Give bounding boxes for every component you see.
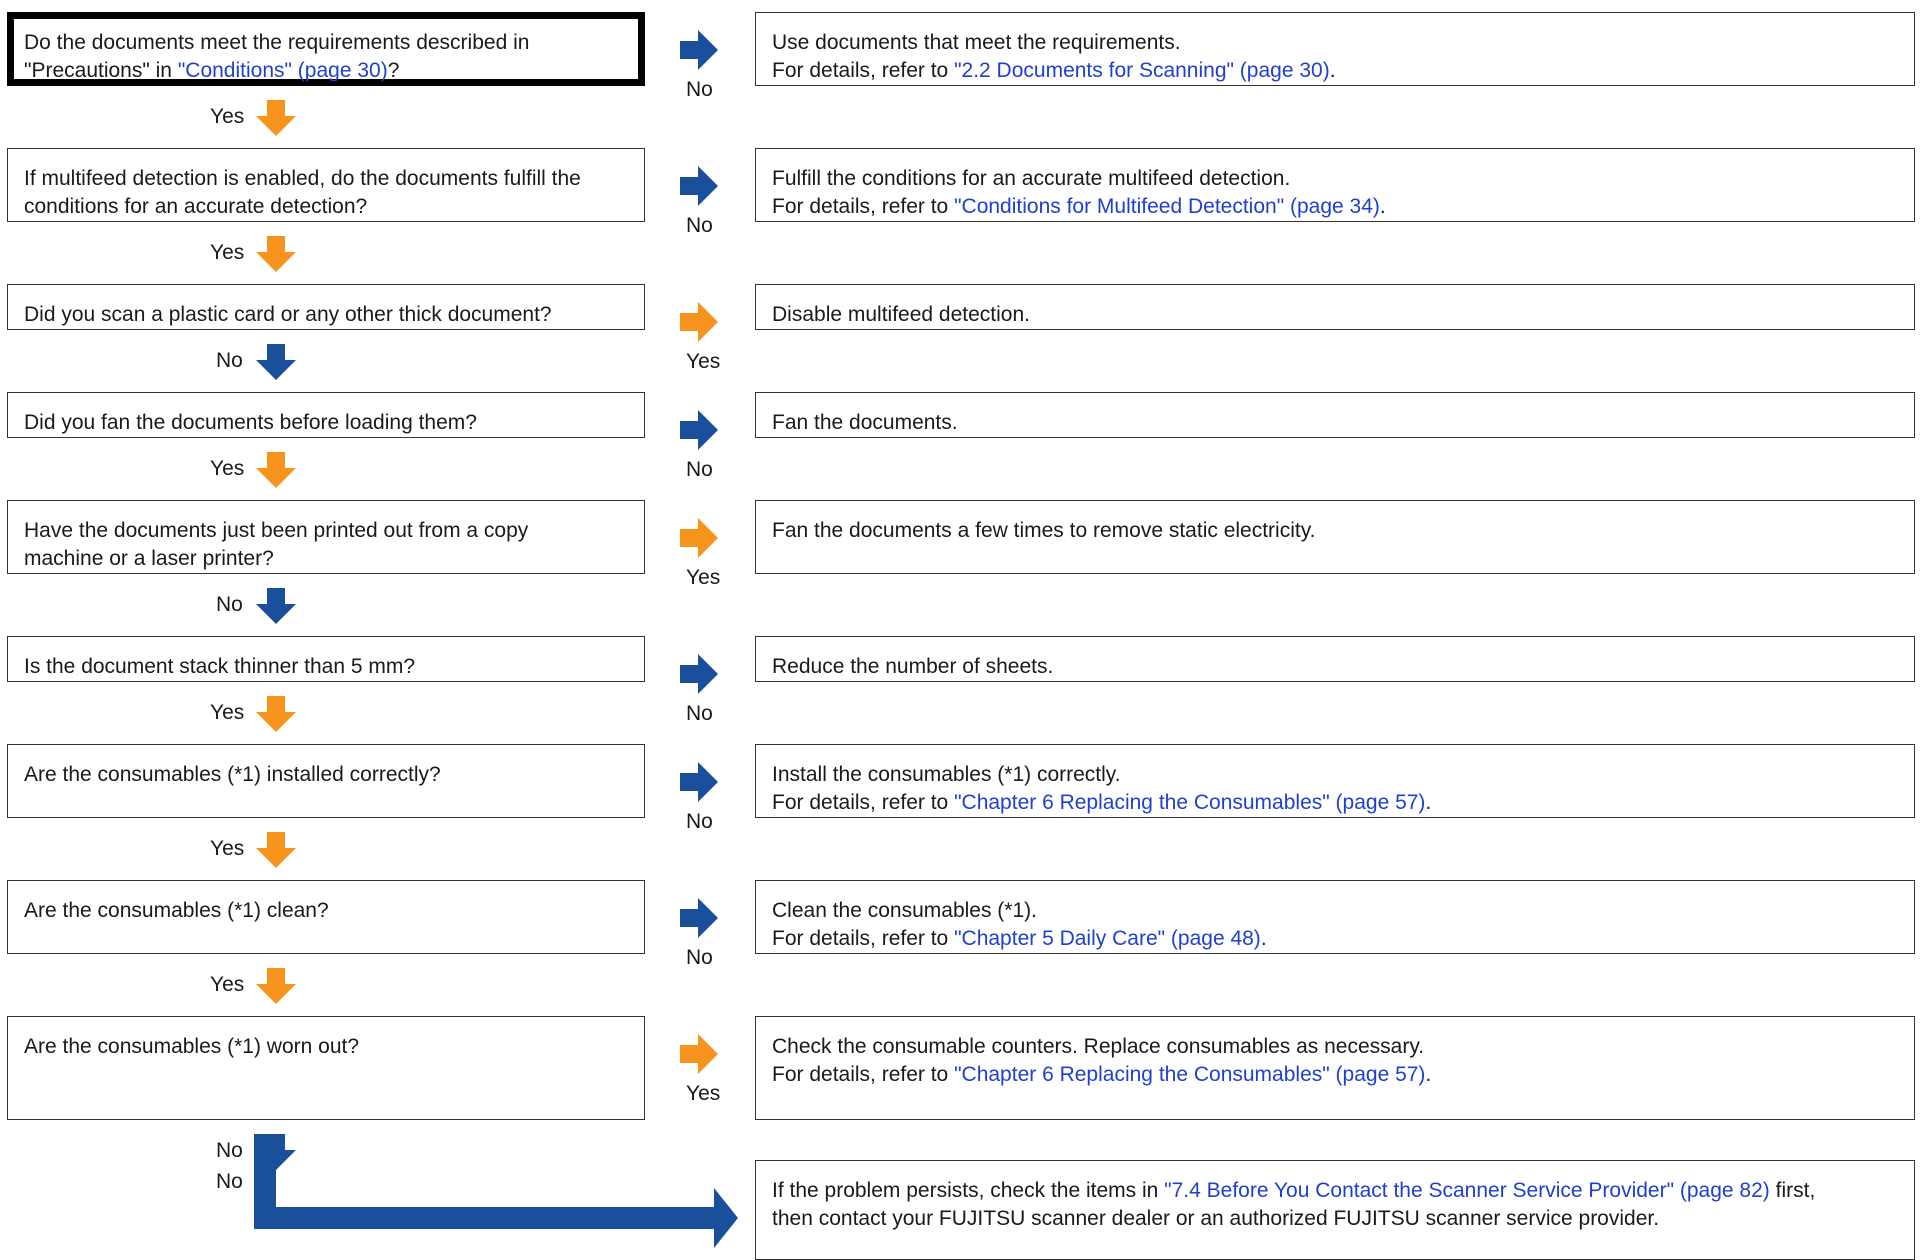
final-action-box [755,1160,1915,1260]
question-box [7,392,645,438]
text-segment: For details, refer to [772,1063,955,1086]
text-line [772,1177,1898,1205]
branch-label: No [216,349,243,372]
branch-label: No [686,702,713,725]
right-arrow-icon [680,302,718,342]
text-segment: Have the documents just been printed out from a copy [24,519,529,542]
text-line [772,57,1898,85]
text-segment: first, [1769,1179,1816,1202]
text-line [772,409,1898,437]
text-segment: Did you fan the documents before loading them? [24,411,477,434]
action-box [755,500,1915,574]
text-line [24,165,628,193]
reference-link[interactable]: "Conditions" (page 30) [177,59,388,82]
action-box [755,636,1915,682]
down-arrow-icon [256,236,296,272]
text-segment: Are the consumables (*1) installed correctly? [24,763,441,786]
branch-label: No [686,458,713,481]
text-line [24,409,628,437]
text-line [772,1205,1898,1233]
question-box [7,1016,645,1120]
branch-label: No [686,810,713,833]
action-box [755,148,1915,222]
text-line [24,57,628,85]
action-box [755,12,1915,86]
reference-link[interactable]: "Conditions for Multifeed Detection" (page 34) [954,195,1380,218]
question-box [7,148,645,222]
branch-label: Yes [686,1082,721,1105]
action-box [755,880,1915,954]
text-line [772,897,1898,925]
text-line [24,193,628,221]
branch-label: Yes [686,566,721,589]
text-segment: . [1425,1063,1432,1086]
text-segment: Is the document stack thinner than 5 mm? [24,655,416,678]
text-segment: . [1260,927,1267,950]
down-arrow-icon [256,452,296,488]
text-segment: Install the consumables (*1) correctly. [772,763,1121,786]
text-line [24,545,628,573]
text-line [24,517,628,545]
text-line [772,517,1898,545]
text-segment: conditions for an accurate detection? [24,195,368,218]
text-line [772,1033,1898,1061]
right-arrow-icon [680,410,718,450]
down-arrow-icon [256,968,296,1004]
text-segment: For details, refer to [772,791,955,814]
branch-label: No [216,1170,243,1193]
right-arrow-icon [680,30,718,70]
branch-label: Yes [210,457,245,480]
text-segment: Are the consumables (*1) clean? [24,899,329,922]
reference-link[interactable]: "2.2 Documents for Scanning" (page 30) [954,59,1330,82]
question-box [7,12,645,86]
text-segment: Fan the documents. [772,411,958,434]
right-arrow-icon [680,518,718,558]
branch-label: Yes [210,241,245,264]
branch-label: No [686,946,713,969]
text-segment: "Precautions" in [24,59,178,82]
reference-link[interactable]: "7.4 Before You Contact the Scanner Service Provider" (page 82) [1164,1179,1770,1202]
action-box [755,1016,1915,1120]
branch-label: Yes [210,701,245,724]
text-segment: For details, refer to [772,59,955,82]
text-line [24,29,628,57]
text-line [24,897,628,925]
down-arrow-icon [256,100,296,136]
text-line [772,653,1898,681]
text-segment: then contact your FUJITSU scanner dealer or an authorized FUJITSU scanner service provider. [772,1207,1660,1230]
branch-label: Yes [210,105,245,128]
text-segment: Use documents that meet the requirements. [772,31,1181,54]
action-box [755,284,1915,330]
text-segment: Clean the consumables (*1). [772,899,1037,922]
text-segment: Disable multifeed detection. [772,303,1030,326]
text-line [24,1033,628,1061]
text-line [772,925,1898,953]
branch-label: No [216,1139,243,1162]
text-segment: Do the documents meet the requirements described in [24,31,530,54]
down-arrow-icon [256,588,296,624]
right-arrow-icon [680,654,718,694]
down-arrow-icon [256,832,296,868]
branch-label: Yes [210,837,245,860]
text-segment: Are the consumables (*1) worn out? [24,1035,360,1058]
action-box [755,392,1915,438]
text-segment: Fulfill the conditions for an accurate multifeed detection. [772,167,1291,190]
action-box [755,744,1915,818]
text-segment: Check the consumable counters. Replace consumables as necessary. [772,1035,1425,1058]
branch-label: No [686,214,713,237]
text-line [24,301,628,329]
text-line [772,789,1898,817]
reference-link[interactable]: "Chapter 6 Replacing the Consumables" (page 57) [954,791,1426,814]
text-segment: If multifeed detection is enabled, do the documents fulfill the [24,167,581,190]
text-segment: machine or a laser printer? [24,547,274,570]
question-box [7,636,645,682]
branch-label: Yes [686,350,721,373]
text-segment: Fan the documents a few times to remove static electricity. [772,519,1316,542]
reference-link[interactable]: "Chapter 6 Replacing the Consumables" (page 57) [954,1063,1426,1086]
down-arrow-icon [256,344,296,380]
branch-label: No [216,593,243,616]
text-segment: . [1425,791,1432,814]
right-arrow-icon [680,762,718,802]
text-line [772,165,1898,193]
question-box [7,880,645,954]
question-box [7,500,645,574]
text-segment: Did you scan a plastic card or any other thick document? [24,303,552,326]
text-line [772,301,1898,329]
text-segment: For details, refer to [772,195,955,218]
text-line [772,761,1898,789]
text-segment: . [1329,59,1336,82]
right-arrow-icon [680,1034,718,1074]
down-arrow-icon [256,696,296,732]
text-segment: . [1379,195,1386,218]
text-line [772,29,1898,57]
text-line [772,1061,1898,1089]
elbow-arrow-icon [250,1134,750,1254]
text-segment: ? [387,59,400,82]
text-segment: For details, refer to [772,927,955,950]
text-segment: Reduce the number of sheets. [772,655,1054,678]
text-segment: If the problem persists, check the items in [772,1179,1165,1202]
right-arrow-icon [680,898,718,938]
branch-label: No [686,78,713,101]
right-arrow-icon [680,166,718,206]
question-box [7,744,645,818]
branch-label: Yes [210,973,245,996]
text-line [772,193,1898,221]
reference-link[interactable]: "Chapter 5 Daily Care" (page 48) [954,927,1261,950]
text-line [24,653,628,681]
text-line [24,761,628,789]
question-box [7,284,645,330]
